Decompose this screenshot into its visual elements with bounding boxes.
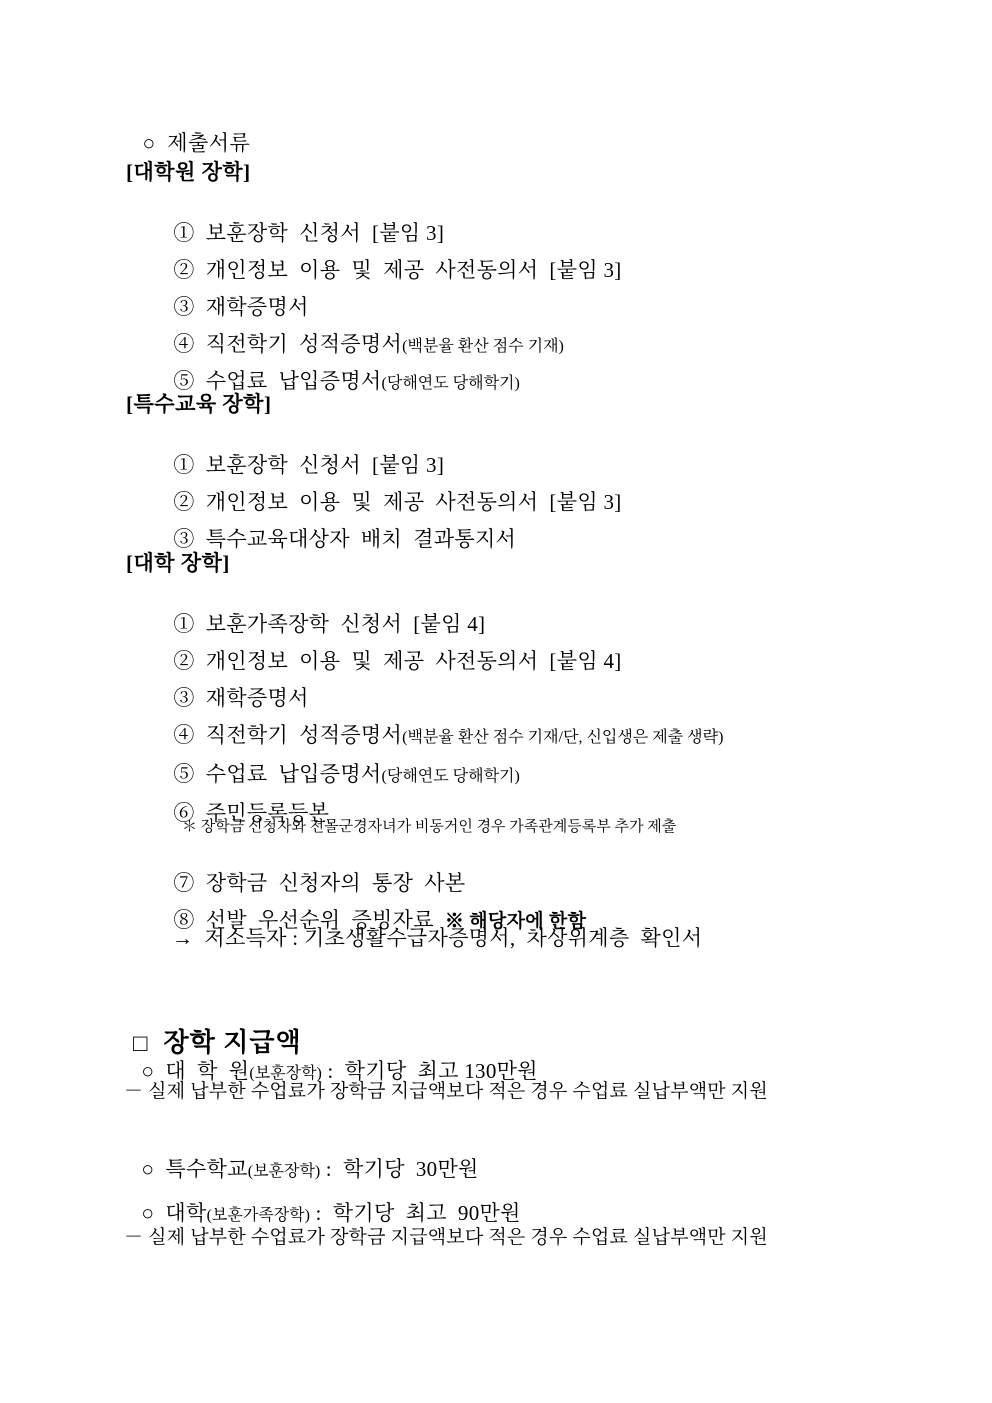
entry-paren: (보훈장학) [247,1163,321,1180]
item-number: ⑤ [173,369,195,393]
item-number: ⑥ [173,801,195,825]
item-text: 보훈장학 신청서 [붙임 3] [205,453,445,477]
item-number: ① [173,453,195,477]
entry-amount: : 학기당 최고 130만원 [321,1059,538,1083]
item-number: ③ [173,686,195,710]
payment-subnote-graduate: － 실제 납부한 수업료가 장학금 지급액보다 적은 경우 수업료 실납부액만 지원 [124,1081,768,1102]
item-note: (당해연도 당해학기) [381,768,520,785]
item-text: 개인정보 이용 및 제공 사전동의서 [붙임 4] [205,649,622,673]
section-title-university: [대학 장학] [126,551,230,575]
item-number: ① [173,221,195,245]
item-text: 주민등록등본 [205,801,330,825]
low-income-detail: → 저소득자 : 기초생활수급자증명서, 차상위계층 확인서 [172,926,703,950]
section-title-special-education: [특수교육 장학] [126,392,272,416]
item-text: 보훈장학 신청서 [붙임 3] [205,221,445,245]
entry-label: 대학 [165,1201,207,1225]
item-text: 개인정보 이용 및 제공 사전동의서 [붙임 3] [205,490,622,514]
bullet-symbol: ○ [141,1059,155,1083]
item-number: ⑤ [173,762,195,786]
item-number: ④ [173,723,195,747]
item-number: ② [173,649,195,673]
item-text: 직전학기 성적증명서 [205,723,403,747]
item-number: ① [173,612,195,636]
item-text: 특수교육대상자 배치 결과통지서 [205,527,517,551]
item-number: ③ [173,527,195,551]
item-note: (백분율 환산 점수 기재/단, 신입생은 제출 생략) [402,729,724,746]
entry-amount: : 학기당 30만원 [320,1157,479,1181]
entry-amount: : 학기당 최고 90만원 [309,1201,521,1225]
item-number: ② [173,490,195,514]
item-text: 보훈가족장학 신청서 [붙임 4] [205,612,486,636]
item-number: ② [173,258,195,282]
item-text: 선발 우선순위 증빙자료 [205,908,445,932]
entry-paren: (보훈장학) [249,1065,322,1082]
item-text: 재학증명서 [205,295,309,319]
item-number: ③ [173,295,195,319]
item-note: (당해연도 당해학기) [381,375,520,392]
payment-subnote-university: － 실제 납부한 수업료가 장학금 지급액보다 적은 경우 수업료 실납부액만 지원 [124,1227,768,1248]
entry-label: 특수학교 [165,1157,248,1181]
item-text: 개인정보 이용 및 제공 사전동의서 [붙임 3] [205,258,622,282]
footnote-cohabitation: ＊ 장학금 신청자와 전몰군경자녀가 비동거인 경우 가족관계등록부 추가 제출 [182,819,677,835]
square-bullet-icon: □ [133,1031,149,1057]
entry-label: 대 학 원 [165,1059,250,1083]
item-text: 재학증명서 [205,686,309,710]
item-note: (백분율 환산 점수 기재) [402,338,564,355]
list-item [140,782,992,845]
item-text: 직전학기 성적증명서 [205,332,403,356]
item-number: ⑦ [173,871,195,895]
item-number: ⑧ [173,908,195,932]
item-text: 장학금 신청자의 통장 사본 [205,871,466,895]
bullet-symbol: ○ [141,1201,155,1225]
section-title-graduate: [대학원 장학] [126,160,251,184]
submission-label: 제출서류 [167,131,251,155]
item-number: ④ [173,332,195,356]
entry-paren: (보훈가족장학) [206,1207,310,1224]
item-emphasis: ※ 해당자에 한함 [444,911,587,932]
bullet-symbol: ○ [141,1157,155,1181]
item-text: 수업료 납입증명서 [205,369,382,393]
bullet-symbol: ○ [142,131,156,155]
page-title-text: 장학 지급액 [163,1028,302,1057]
item-text: 수업료 납입증명서 [205,762,382,786]
